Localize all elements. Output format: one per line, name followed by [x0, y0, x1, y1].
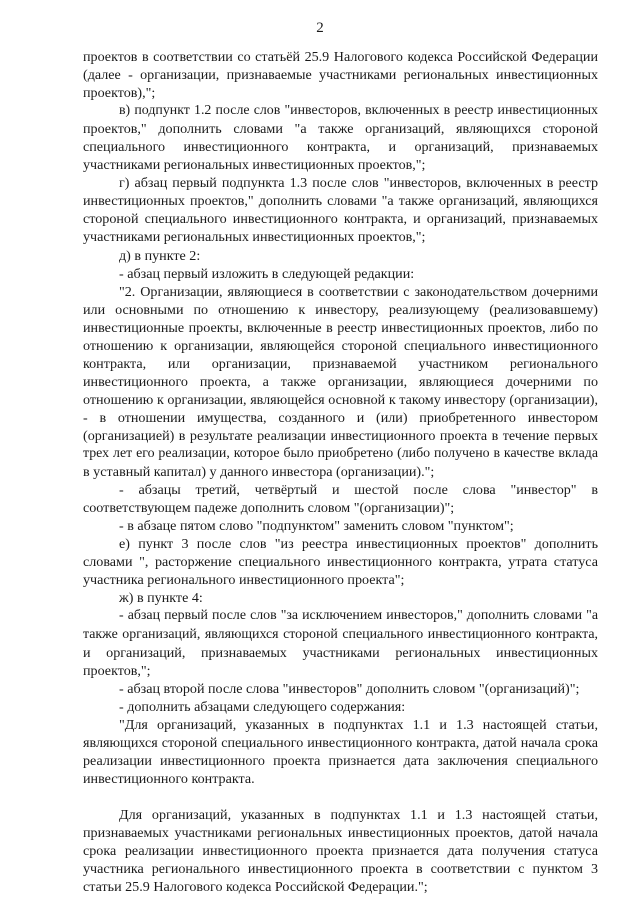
page-number: 2 [316, 20, 324, 36]
text-line: (далее - организации, признаваемые участниками региональных инвестиционных [83, 67, 598, 84]
text-line: проектов в соответствии со статьёй 25.9 Налогового кодекса Российской Федерации [83, 49, 598, 65]
text-line [83, 788, 598, 806]
text-line: срока реализации инвестиционного проекта признается дата получения статуса [83, 843, 598, 860]
text-line: отношению к организации, являющейся основной к такому инвестору (организации), [83, 391, 598, 408]
text-line: инвестиционные проекты, включенные в реестр инвестиционных проектов, либо по [83, 319, 598, 336]
text-line: "Для организаций, указанных в подпунктах 1.1 и 1.3 настоящей статьи, [119, 716, 598, 733]
text-line: д) в пункте 2: [119, 247, 201, 264]
text-line: контракта, или организации, признаваемой участником регионального [83, 355, 598, 372]
text-line: признаваемых участниками региональных инвестиционных проектов, датой начала [83, 825, 598, 842]
text-line: инвестиционного контракта. [83, 770, 255, 787]
text-line: проектов,"; [83, 662, 151, 679]
text-line: также организаций, являющихся стороной специального инвестиционного контракта, [83, 626, 598, 642]
document-body [83, 48, 598, 896]
text-line: или основными по отношению к инвестору, реализующему (реализовавшему) [83, 301, 598, 318]
text-line: участника регионального инвестиционного проекта в соответствии с пунктом 3 [83, 861, 598, 878]
text-line: г) абзац первый подпункта 1.3 после слов "инвесторов, включенных в реестр [119, 175, 598, 192]
text-line: соответствующем падеже дополнить словом "(организации)"; [83, 500, 455, 517]
text-line: инвестиционных проектов," дополнить словами "а также организаций, являющихся [83, 193, 598, 210]
text-line: и организаций, признаваемых участниками региональных инвестиционных [83, 644, 598, 661]
text-line: специального инвестиционного контракта, и организаций, признаваемых [83, 139, 598, 156]
text-line: - абзац второй после слова "инвесторов" дополнить словом "(организаций)"; [119, 680, 580, 697]
text-line: (организацией) в результате реализации инвестиционного проекта в течение первых [83, 427, 598, 444]
text-line: - в абзаце пятом слово "подпунктом" заменить словом "пунктом"; [119, 518, 514, 535]
text-line: - абзац первый изложить в следующей редакции: [119, 265, 415, 282]
text-line: реализации инвестиционного проекта признается дата заключения специального [83, 752, 598, 769]
text-line: "2. Организации, являющиеся в соответствии с законодательством дочерними [119, 283, 598, 300]
text-line: участника регионального инвестиционного проекта"; [83, 572, 405, 589]
text-line: трех лет его реализации, которое было приобретено (либо получено в качестве вклада [83, 446, 598, 462]
text-line: являющихся стороной специального инвестиционного контракта, датой начала срока [83, 734, 598, 751]
text-line: - в отношении имущества, созданного и (или) приобретенного инвестором [83, 409, 598, 426]
text-line: отношению к организации, являющейся стороной специального инвестиционного [83, 337, 598, 354]
text-line: статьи 25.9 Налогового кодекса Российской Федерации."; [83, 879, 428, 896]
text-line: - абзац первый после слов "за исключением инвесторов," дополнить словами "а [119, 608, 598, 624]
text-line: в уставный капитал) у данного инвестора (организации)."; [83, 464, 435, 481]
text-line: Для организаций, указанных в подпунктах 1.1 и 1.3 настоящей статьи, [119, 806, 598, 823]
text-line: проектов," дополнить словами "а также организаций, являющихся стороной [83, 121, 598, 138]
text-line: е) пункт 3 после слов "из реестра инвестиционных проектов" дополнить [119, 536, 598, 553]
text-line: участниками региональных инвестиционных проектов,"; [83, 157, 426, 174]
text-line: проектов),"; [83, 85, 156, 102]
text-line: стороной специального инвестиционного контракта, и организаций, признаваемых [83, 211, 598, 228]
text-line: в) подпункт 1.2 после слов "инвесторов, включенных в реестр инвестиционных [119, 103, 598, 119]
text-line: ж) в пункте 4: [119, 590, 203, 607]
text-line: участниками региональных инвестиционных проектов,"; [83, 229, 426, 246]
text-line: инвестиционного проекта, а также организации, являющиеся дочерними по [83, 373, 598, 390]
text-line: словами ", расторжение специального инвестиционного контракта, утрата статуса [83, 554, 598, 571]
text-line: - дополнить абзацами следующего содержания: [119, 698, 406, 715]
text-line: - абзацы третий, четвёртый и шестой после слова "инвестор" в [119, 482, 598, 499]
